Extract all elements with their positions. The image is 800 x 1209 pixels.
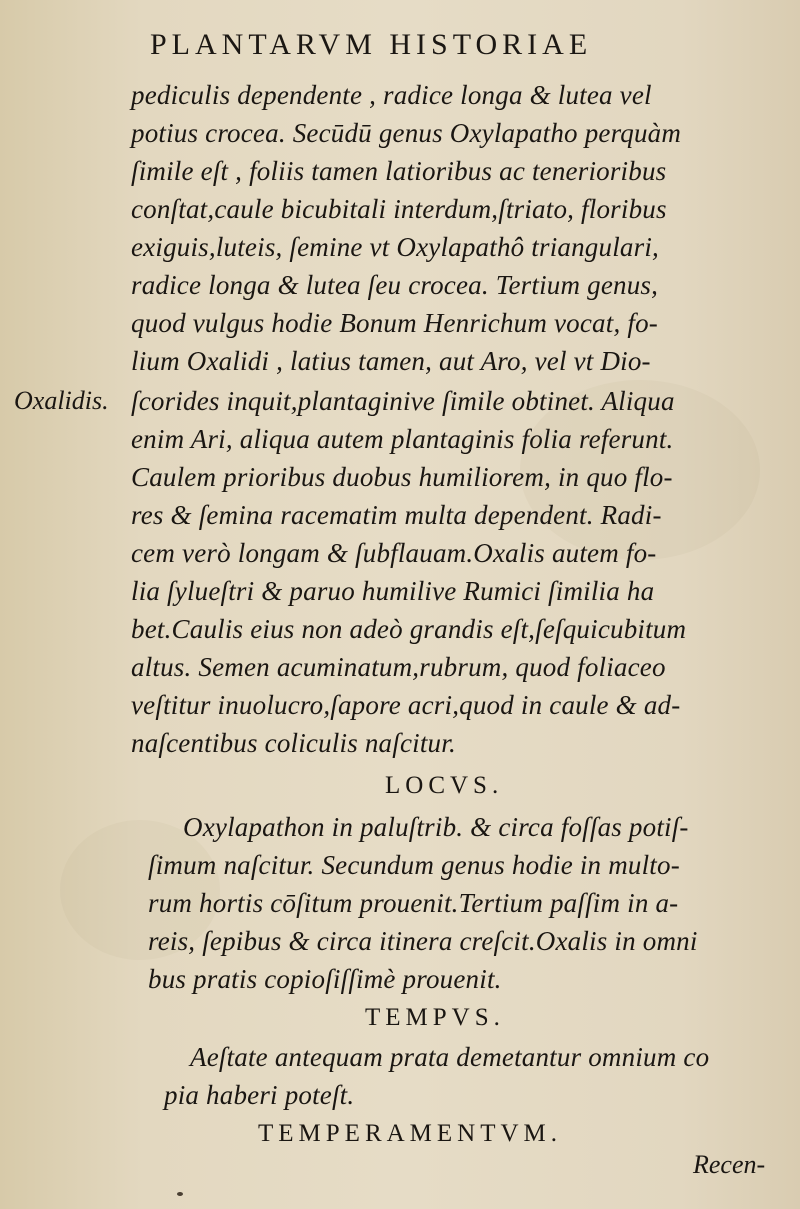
body-line: Caulem prioribus duobus humiliorem, in quo flo- — [131, 462, 673, 492]
body-line: ſcorides inquit,plantaginive ſimile obtinet. Aliqua — [131, 386, 675, 416]
body-line: pediculis dependente , radice longa & lutea vel — [131, 80, 652, 110]
section-heading-temperamentum: TEMPERAMENTVM. — [258, 1120, 563, 1147]
body-line: lium Oxalidi , latius tamen, aut Aro, vel vt Dio- — [131, 346, 651, 376]
locus-line: bus pratis copioſiſſimè prouenit. — [148, 964, 502, 994]
body-line: potius crocea. Secūdū genus Oxylapatho perquàm — [131, 118, 682, 148]
body-line: radice longa & lutea ſeu crocea. Tertium genus, — [131, 270, 659, 300]
body-line: bet.Caulis eius non adeò grandis eſt,ſeſquicubitum — [131, 614, 687, 644]
running-head: PLANTARVM HISTORIAE — [150, 28, 593, 61]
body-line: altus. Semen acuminatum,rubrum, quod foliaceo — [131, 652, 666, 682]
tempus-line: pia haberi poteſt. — [164, 1080, 355, 1110]
body-line: conſtat,caule bicubitali interdum,ſtriato, floribus — [131, 194, 667, 224]
body-line: ſimile eſt , foliis tamen latioribus ac tenerioribus — [131, 156, 667, 186]
body-line: enim Ari, aliqua autem plantaginis folia referunt. — [131, 424, 674, 454]
body-line: exiguis,luteis, ſemine vt Oxylapathô triangulari, — [131, 232, 659, 262]
margin-note: Oxalidis. — [14, 386, 109, 415]
catchword: Recen- — [693, 1150, 766, 1179]
section-heading-tempus: TEMPVS. — [365, 1004, 505, 1031]
body-line: cem verò longam & ſubflauam.Oxalis autem fo- — [131, 538, 657, 568]
locus-line: rum hortis cōſitum prouenit.Tertium paſſim in a- — [148, 888, 679, 918]
locus-line: reis, ſepibus & circa itinera creſcit.Oxalis in omni — [148, 926, 698, 956]
section-heading-locus: LOCVS. — [385, 772, 504, 799]
body-line: lia ſylueſtri & paruo humilive Rumici ſimilia ha — [131, 576, 655, 606]
ink-speck — [177, 1192, 183, 1196]
locus-line: Oxylapathon in paluſtrib. & circa foſſas potiſ- — [183, 812, 689, 842]
locus-line: ſimum naſcitur. Secundum genus hodie in multo- — [148, 850, 680, 880]
body-line: veſtitur inuolucro,ſapore acri,quod in caule & ad- — [131, 690, 681, 720]
body-line: quod vulgus hodie Bonum Henrichum vocat, fo- — [131, 308, 658, 338]
body-line: naſcentibus coliculis naſcitur. — [131, 728, 456, 758]
tempus-line: Aeſtate antequam prata demetantur omnium co — [190, 1042, 710, 1072]
body-line: res & ſemina racematim multa dependent. Radi- — [131, 500, 662, 530]
